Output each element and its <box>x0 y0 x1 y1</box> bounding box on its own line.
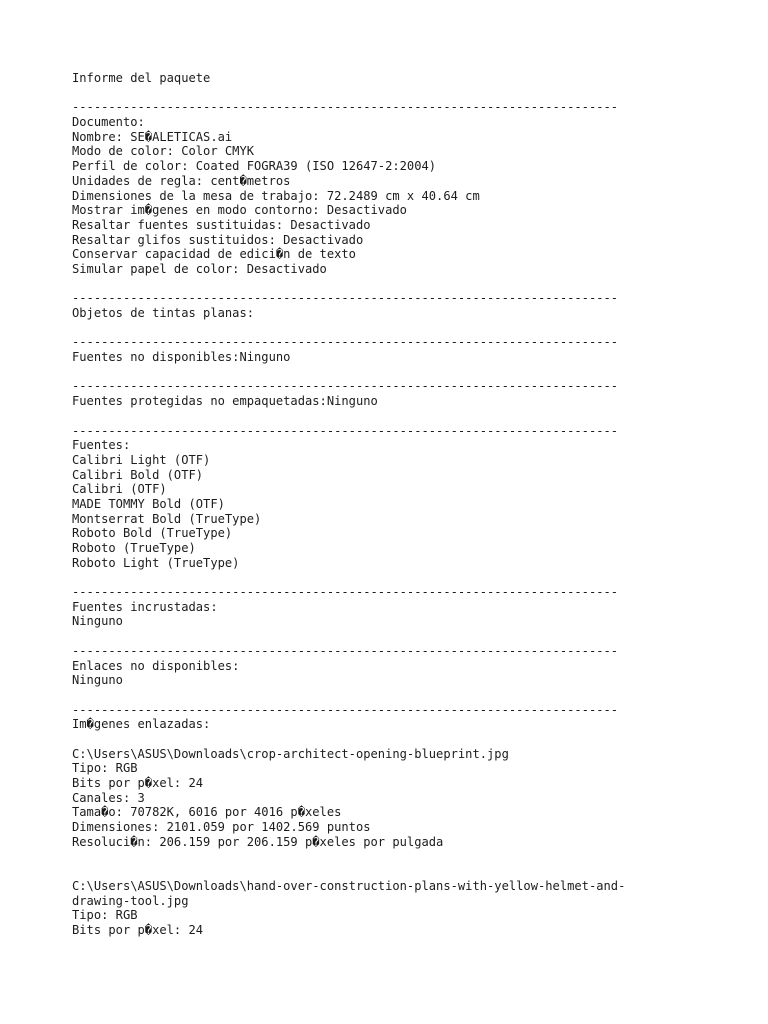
report-title: Informe del paquete <box>72 71 211 85</box>
image-bits: Bits por p�xel: 24 <box>72 776 204 790</box>
protected-fonts-line: Fuentes protegidas no empaquetadas:Ninguno <box>72 394 378 409</box>
missing-links-value: Ninguno <box>72 673 123 688</box>
separator: --------------------------------------------------------------------------- <box>72 702 619 717</box>
document-color-profile: Perfil de color: Coated FOGRA39 (ISO 12647-2:2004) <box>72 159 437 174</box>
document-highlight-glyphs: Resaltar glifos sustituidos: Desactivado <box>72 232 364 247</box>
font-item: MADE TOMMY Bold (OTF) <box>72 496 225 511</box>
font-item: Montserrat Bold (TrueType) <box>72 511 262 526</box>
package-report <box>72 71 732 938</box>
image-type: Tipo: RGB <box>72 761 138 776</box>
missing-fonts-line: Fuentes no disponibles:Ninguno <box>72 350 291 365</box>
font-item: Calibri (OTF) <box>72 482 167 497</box>
document-highlight-fonts: Resaltar fuentes sustituidas: Desactivado <box>72 217 371 232</box>
image-path: C:\Users\ASUS\Downloads\crop-architect-opening-blueprint.jpg <box>72 746 509 761</box>
linked-images-heading: Im�genes enlazadas: <box>72 717 211 732</box>
image-dimensions: Dimensiones: 2101.059 por 1402.569 puntos <box>72 820 371 835</box>
missing-links-heading: Enlaces no disponibles: <box>72 658 240 673</box>
separator: --------------------------------------------------------------------------- <box>72 585 619 600</box>
document-name: Nombre: SE�ALETICAS.ai <box>72 129 233 144</box>
separator: --------------------------------------------------------------------------- <box>72 100 619 115</box>
font-item: Roboto Light (TrueType) <box>72 555 240 570</box>
separator: --------------------------------------------------------------------------- <box>72 291 619 306</box>
separator: --------------------------------------------------------------------------- <box>72 643 619 658</box>
image-type: Tipo: RGB <box>72 908 138 923</box>
document-heading: Documento: <box>72 115 145 130</box>
font-item: Calibri Bold (OTF) <box>72 467 204 482</box>
document-outline-images: Mostrar im�genes en modo contorno: Desactivado <box>72 203 407 218</box>
document-artboard-dimensions: Dimensiones de la mesa de trabajo: 72.2489 cm x 40.64 cm <box>72 188 480 203</box>
image-size: Tama�o: 70782K, 6016 por 4016 p�xeles <box>72 805 342 820</box>
document-color-mode: Modo de color: Color CMYK <box>72 144 255 159</box>
separator: --------------------------------------------------------------------------- <box>72 335 619 350</box>
document-simulate-paper: Simular papel de color: Desactivado <box>72 261 327 276</box>
document-preserve-text: Conservar capacidad de edici�n de texto <box>72 247 356 262</box>
separator: --------------------------------------------------------------------------- <box>72 379 619 394</box>
font-item: Roboto Bold (TrueType) <box>72 526 233 541</box>
font-item: Calibri Light (OTF) <box>72 452 211 467</box>
font-item: Roboto (TrueType) <box>72 541 196 555</box>
spot-colors-heading: Objetos de tintas planas: <box>72 306 255 320</box>
embedded-fonts-value: Ninguno <box>72 614 123 629</box>
image-bits: Bits por p�xel: 24 <box>72 922 204 937</box>
image-path-continued: drawing-tool.jpg <box>72 893 189 908</box>
fonts-heading: Fuentes: <box>72 438 131 453</box>
image-resolution: Resoluci�n: 206.159 por 206.159 p�xeles por pulgada <box>72 834 444 849</box>
embedded-fonts-heading: Fuentes incrustadas: <box>72 599 218 614</box>
separator: --------------------------------------------------------------------------- <box>72 423 619 438</box>
image-channels: Canales: 3 <box>72 790 145 805</box>
document-ruler-units: Unidades de regla: cent�metros <box>72 173 291 188</box>
image-path: C:\Users\ASUS\Downloads\hand-over-construction-plans-with-yellow-helmet-and- <box>72 878 626 893</box>
